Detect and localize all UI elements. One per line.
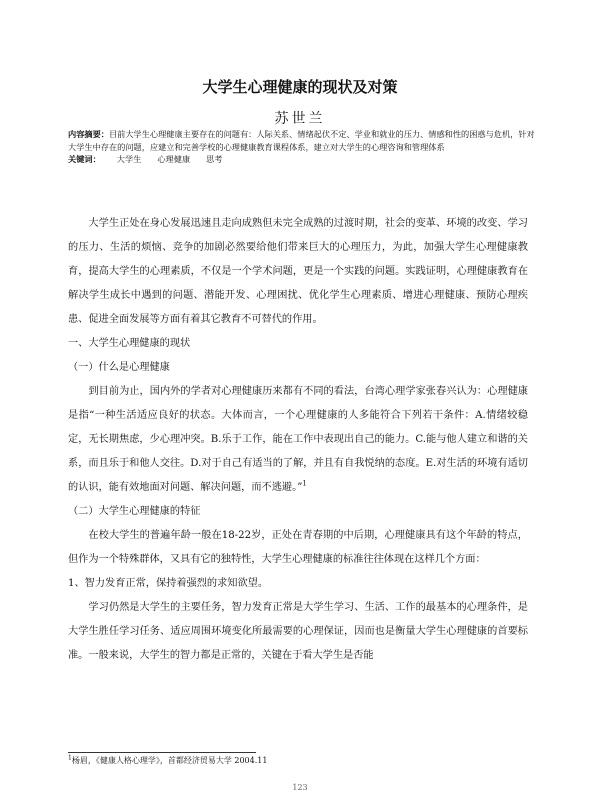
keywords-line [68, 153, 538, 166]
footnote-divider [68, 752, 256, 753]
body-text [68, 212, 528, 736]
subsection-heading-1: （一）什么是心理健康 [68, 362, 170, 373]
abstract-text [68, 128, 538, 153]
keyword-2: 心理健康 [157, 154, 191, 164]
list-item-1: 1、智力发育正常，保持着强烈的求知欲望。 [68, 578, 269, 589]
intro-paragraph: 大学生正处在身心发展迅速且走向成熟但未完全成熟的过渡时期，社会的变革、环境的改变、学习的压力、生活的烦恼、竞争的加剧必然要给他们带来巨大的心理压力，为此，加强大学生心理健康教育，提高大学生的心理素质，不仅是一个学术问题，更是一个实践的问题。实践证明，心理健康教育在解决学生成长中遇到的问题、潜能开发、心理困扰、优化学生心理素质、增进心理健康、预防心理疾患、促进全面发展等方面有着其它教育不可替代的作用。 [68, 218, 528, 325]
paragraph-study: 学习仍然是大学生的主要任务，智力发育正常是大学生学习、生活、工作的最基本的心理条件，是大学生胜任学习任务、适应周围环境变化所最需要的心理保证，因而也是衡量大学生心理健康的首要标准。一般来说，大学生的智力都是正常的，关键在于看大学生是否能 [68, 602, 528, 661]
abstract-block [68, 128, 538, 166]
keyword-3: 思考 [206, 154, 223, 164]
abstract-content: 目前大学生心理健康主要存在的问题有：人际关系、情绪起伏不定、学业和就业的压力、情感和性的困惑与危机，针对大学生中存在的问题，应建立和完善学校的心理健康教育课程体系，建立对大学生的心理咨询和管理体系 [68, 129, 535, 152]
footnote-marker: 1 [68, 754, 72, 762]
paragraph-characteristics: 在校大学生的普遍年龄一般在18-22岁，正处在青春期的中后期，心理健康具有这个年龄的特点，但作为一个特殊群体，又具有它的独特性，大学生心理健康的标准往往体现在这样几个方面： [68, 530, 528, 565]
paper-title: 大学生心理健康的现状及对策 [202, 78, 398, 96]
reference-marker: 1 [302, 479, 307, 488]
page-number: 123 [292, 783, 308, 792]
author-name: 苏世兰 [274, 111, 326, 127]
abstract-label: 内容摘要： [68, 129, 109, 139]
keywords-label: 关键词： [68, 154, 101, 164]
paragraph-definition-text: 到目前为止，国内外的学者对心理健康历来都有不同的看法，台湾心理学家张春兴认为：心理健康是指“一种生活适应良好的状态。大体而言，一个心理健康的人多能符合下列若干条件：A.情绪较稳定，无长期焦虑，少心理冲突。B.乐于工作，能在工作中表现出自己的能力。C.能与他人建立和谐的关系，而且乐于和他人交往。D.对于自己有适当的了解，并且有自我悦纳的态度。E.对生活的环境有适切的认识，能有效地面对问题、解决问题，而不逃避。” [68, 386, 528, 493]
subsection-heading-2: （二）大学生心理健康的特征 [68, 506, 201, 517]
section-heading-1: 一、大学生心理健康的现状 [68, 338, 191, 349]
keyword-1: 大学生 [116, 154, 142, 164]
footnote-text: 杨眉，《健康人格心理学》，首都经济贸易大学 2004.11 [71, 756, 268, 765]
footnote [68, 755, 518, 766]
paragraph-definition [68, 380, 528, 500]
